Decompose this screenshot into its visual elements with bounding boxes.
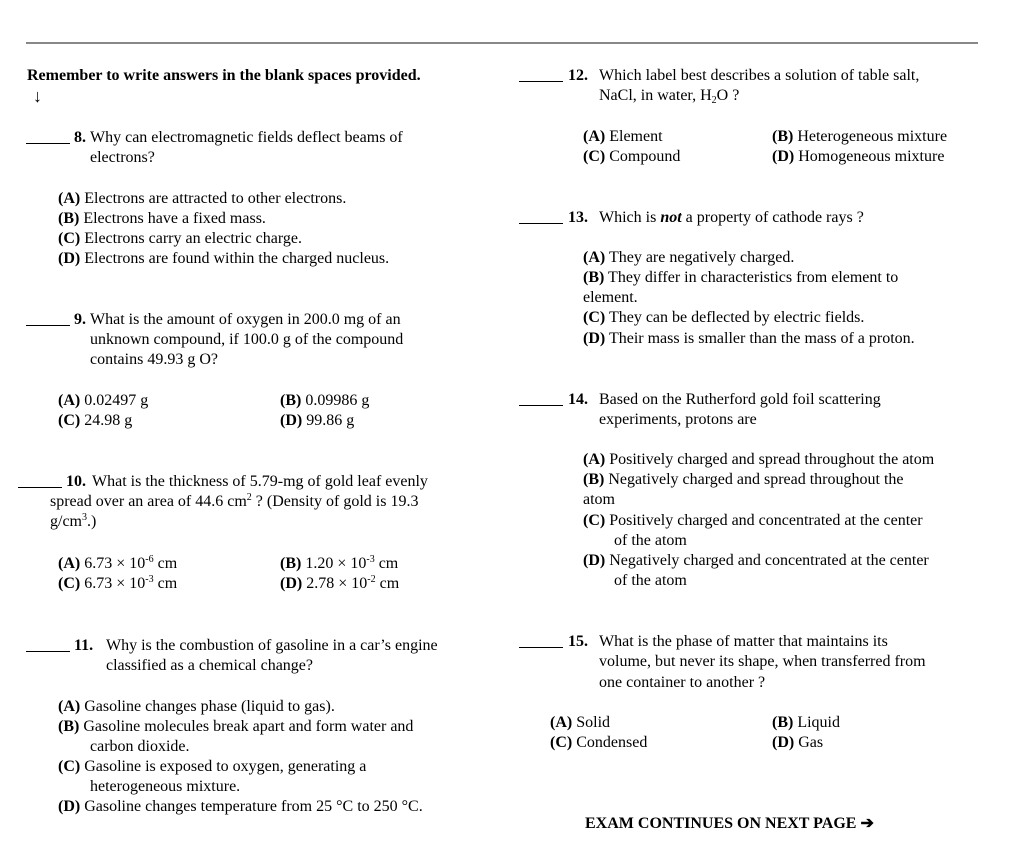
question-text: Why can electromagnetic fields deflect beams of [90,129,403,146]
option-d: (D) Negatively charged and concentrated at the center [583,552,929,569]
question-number: 10. [66,473,86,490]
option-d: (D) Electrons are found within the charged nucleus. [58,250,390,267]
question-number: 13. [568,209,588,226]
option-d: (D) Their mass is smaller than the mass of a proton. [583,330,915,347]
option-b: (B) Gasoline molecules break apart and form water and [58,718,414,735]
option-c: (C) $6.73 \times 10^{-3}$ cm [58,574,178,592]
option-b: (B) $1.20 \times 10^{-3}$ cm [280,554,399,572]
top-divider [26,42,978,44]
option-b-continued: atom [583,491,615,508]
question-text: unknown compound, if 100.0 g of the compound [90,331,404,348]
question-text: What is the phase of matter that maintains its [599,633,888,650]
question-text: classified as a chemical change? [106,657,313,674]
question-number: 15. [568,633,588,650]
option-d: (D) $2.78 \times 10^{-2}$ cm [280,574,400,592]
option-d: (D) Gas [772,734,824,751]
option-b-continued: carbon dioxide. [90,738,190,755]
question-number: 9. [74,311,86,328]
option-a: (A) $6.73 \times 10^{-6}$ cm [58,554,178,572]
question-number: 12. [568,67,588,84]
option-a: (A) 0.02497 g [58,392,149,409]
question-text: Based on the Rutherford gold foil scattering [599,391,881,408]
question-text: $g/cm^3$.) [50,512,97,530]
question-text: NaCl, in water, $H_2O$ ? [599,87,740,106]
question-text: experiments, protons are [599,411,757,428]
exam-continues-note: EXAM CONTINUES ON NEXT PAGE ➔ [585,815,874,832]
down-arrow-icon: ↓ [33,86,42,106]
option-c: (C) They can be deflected by electric fields. [583,309,865,326]
option-c: (C) 24.98 g [58,412,133,429]
right-arrow-icon: ➔ [860,815,874,832]
option-b: (B) Electrons have a fixed mass. [58,210,266,227]
option-a: (A) Solid [550,714,611,731]
option-c: (C) Condensed [550,734,648,751]
option-a: (A) Positively charged and spread throughout the atom [583,451,935,468]
question-text: volume, but never its shape, when transferred from [599,653,926,670]
option-c-continued: heterogeneous mixture. [90,778,241,795]
option-a: (A) They are negatively charged. [583,249,795,266]
option-c: (C) Positively charged and concentrated at the center [583,512,923,529]
option-c: (C) Electrons carry an electric charge. [58,230,303,247]
question-text: Why is the combustion of gasoline in a car’s engine [106,637,438,654]
answer-blank-15[interactable] [519,632,563,648]
question-text: What is the amount of oxygen in 200.0 mg of an [90,311,401,328]
answer-blank-8[interactable] [26,128,70,144]
option-b: (B) 0.09986 g [280,392,370,409]
question-text: contains 49.93 g O? [90,351,218,368]
answer-blank-11[interactable] [26,636,70,652]
answer-blank-10[interactable] [18,472,62,488]
option-a: (A) Electrons are attracted to other electrons. [58,190,347,207]
option-d: (D) Homogeneous mixture [772,148,945,165]
option-c: (C) Compound [583,148,681,165]
question-text: Which is not a property of cathode rays ? [599,209,864,226]
answer-blank-13[interactable] [519,208,563,224]
question-text: What is the thickness of 5.79-mg of gold leaf evenly [92,473,428,490]
instruction-text: Remember to write answers in the blank spaces provided. [27,67,421,84]
question-text: spread over an area of 44.6 $cm^2$ ? (Density of gold is 19.3 [50,492,419,510]
option-c: (C) Gasoline is exposed to oxygen, generating a [58,758,367,775]
answer-blank-9[interactable] [26,310,70,326]
option-d: (D) Gasoline changes temperature from 25 °C to 250 °C. [58,798,423,815]
answer-blank-12[interactable] [519,66,563,82]
option-b-continued: element. [583,289,638,306]
option-d: (D) 99.86 g [280,412,355,429]
option-b: (B) Heterogeneous mixture [772,128,948,145]
question-number: 11. [74,637,94,654]
option-b: (B) Negatively charged and spread throughout the [583,471,904,488]
question-text: one container to another ? [599,674,766,691]
question-number: 8. [74,129,86,146]
option-a: (A) Element [583,128,663,145]
option-a: (A) Gasoline changes phase (liquid to gas). [58,698,335,715]
option-b: (B) Liquid [772,714,840,731]
option-d-continued: of the atom [614,572,687,589]
option-c-continued: of the atom [614,532,687,549]
option-b: (B) They differ in characteristics from element to [583,269,899,286]
question-text: electrons? [90,149,155,166]
answer-blank-14[interactable] [519,390,563,406]
question-text: Which label best describes a solution of table salt, [599,67,920,84]
question-number: 14. [568,391,588,408]
